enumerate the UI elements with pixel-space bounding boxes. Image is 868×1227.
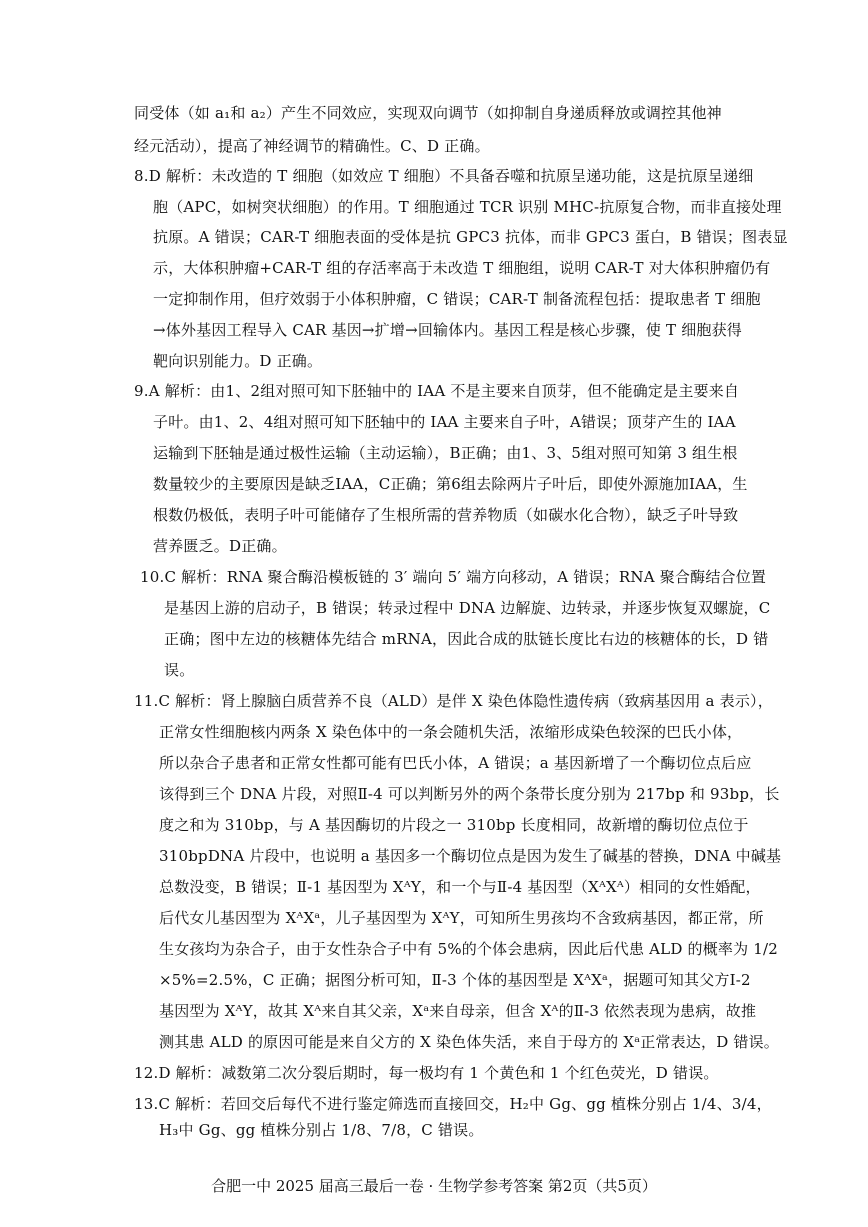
answer-9-line-3: 运输到下胚轴是通过极性运输（主动运输），B正确；由1、3、5组对照可知第 3 组生根	[153, 444, 738, 462]
answer-7-line-1: 同受体（如 a₁和 a₂）产生不同效应，实现双向调节（如抑制自身递质释放或调控其他神	[134, 104, 722, 122]
answer-9-line-2: 子叶。由1、2、4组对照可知下胚轴中的 IAA 主要来自子叶，A错误；顶芽产生的 IAA	[153, 413, 736, 431]
answer-8-line-1: 8.D 解析：未改造的 T 细胞（如效应 T 细胞）不具备吞噬和抗原呈递功能，这是抗原呈递细	[134, 167, 754, 185]
answer-10-line-4: 误。	[164, 661, 195, 679]
answer-11-line-11: 基因型为 XᴬY，故其 Xᴬ来自其父亲，Xᵃ来自母亲，但含 Xᴬ的Ⅱ-3 依然表现为患病，故推	[159, 1002, 757, 1020]
answer-11-line-3: 所以杂合子患者和正常女性都可能有巴氏小体，A 错误；a 基因新增了一个酶切位点后应	[159, 754, 752, 772]
answer-9-line-4: 数量较少的主要原因是缺乏IAA，C正确；第6组去除两片子叶后，即使外源施加IAA，生	[153, 475, 748, 493]
answer-11-line-8: 后代女儿基因型为 XᴬXᵃ，儿子基因型为 XᴬY，可知所生男孩均不含致病基因，都正常，所	[159, 909, 764, 927]
answer-10-line-3: 正确；图中左边的核糖体先结合 mRNA，因此合成的肽链长度比右边的核糖体的长，D 错	[164, 630, 769, 648]
answer-11-line-9: 生女孩均为杂合子，由于女性杂合子中有 5%的个体会患病，因此后代患 ALD 的概率为 1/2	[159, 940, 779, 958]
answer-9-line-5: 根数仍极低，表明子叶可能储存了生根所需的营养物质（如碳水化合物），缺乏子叶导致	[153, 506, 739, 524]
answer-11-line-1: 11.C 解析：肾上腺脑白质营养不良（ALD）是伴 X 染色体隐性遗传病（致病基因用 a 表示），	[134, 692, 773, 710]
answer-10-line-2: 是基因上游的启动子，B 错误；转录过程中 DNA 边解旋、边转录，并逐步恢复双螺旋，C	[164, 599, 771, 617]
answer-8-line-6: →体外基因工程导入 CAR 基因→扩增→回输体内。基因工程是核心步骤，使 T 细胞获得	[153, 321, 742, 339]
answer-12-line-1: 12.D 解析：减数第二次分裂后期时，每一极均有 1 个黄色和 1 个红色荧光，D 错误。	[134, 1064, 719, 1082]
answer-8-line-7: 靶向识别能力。D 正确。	[153, 352, 323, 370]
answer-8-line-3: 抗原。A 错误；CAR-T 细胞表面的受体是抗 GPC3 抗体，而非 GPC3 蛋白，B 错误；图表显	[153, 228, 788, 246]
page-footer: 合肥一中 2025 届高三最后一卷 · 生物学参考答案 第2页（共5页）	[211, 1177, 657, 1195]
answer-8-line-4: 示，大体积肿瘤+CAR-T 组的存活率高于未改造 T 细胞组，说明 CAR-T 对大体积肿瘤仍有	[153, 259, 771, 277]
answer-7-line-2: 经元活动），提高了神经调节的精确性。C、D 正确。	[134, 137, 490, 155]
answer-8-line-5: 一定抑制作用，但疗效弱于小体积肿瘤，C 错误；CAR-T 制备流程包括：提取患者 T 细胞	[153, 290, 761, 308]
answer-13-line-1: 13.C 解析：若回交后每代不进行鉴定筛选而直接回交，H₂中 Gg、gg 植株分别占 1/4、3/4，	[134, 1095, 772, 1113]
answer-10-line-1: 10.C 解析：RNA 聚合酶沿模板链的 3′ 端向 5′ 端方向移动，A 错误；RNA 聚合酶结合位置	[140, 568, 767, 586]
answer-11-line-12: 测其患 ALD 的原因可能是来自父方的 X 染色体失活，来自于母方的 Xᵃ正常表达，D 错误。	[159, 1033, 780, 1051]
answer-11-line-10: ×5%=2.5%，C 正确；据图分析可知，Ⅱ-3 个体的基因型是 XᴬXᵃ，据题可知其父方Ⅰ-2	[159, 971, 751, 989]
answer-11-line-7: 总数没变，B 错误；Ⅱ-1 基因型为 XᴬY，和一个与Ⅱ-4 基因型（XᴬXᴬ）相同的女性婚配，	[159, 878, 761, 896]
answer-13-line-2: H₃中 Gg、gg 植株分别占 1/8、7/8，C 错误。	[159, 1121, 484, 1139]
answer-9-line-6: 营养匮乏。D正确。	[153, 537, 287, 555]
answer-11-line-5: 度之和为 310bp，与 A 基因酶切的片段之一 310bp 长度相同，故新增的酶切位点位于	[159, 816, 749, 834]
answer-9-line-1: 9.A 解析：由1、2组对照可知下胚轴中的 IAA 不是主要来自顶芽，但不能确定是主要来自	[134, 382, 740, 400]
answer-11-line-2: 正常女性细胞核内两条 X 染色体中的一条会随机失活，浓缩形成染色较深的巴氏小体，	[159, 723, 743, 741]
answer-11-line-4: 该得到三个 DNA 片段，对照Ⅱ-4 可以判断另外的两个条带长度分别为 217bp 和 93bp，长	[159, 785, 780, 803]
answer-8-line-2: 胞（APC，如树突状细胞）的作用。T 细胞通过 TCR 识别 MHC-抗原复合物，而非直接处理	[153, 198, 782, 216]
answer-11-line-6: 310bpDNA 片段中，也说明 a 基因多一个酶切位点是因为发生了碱基的替换，DNA 中碱基	[159, 847, 782, 865]
